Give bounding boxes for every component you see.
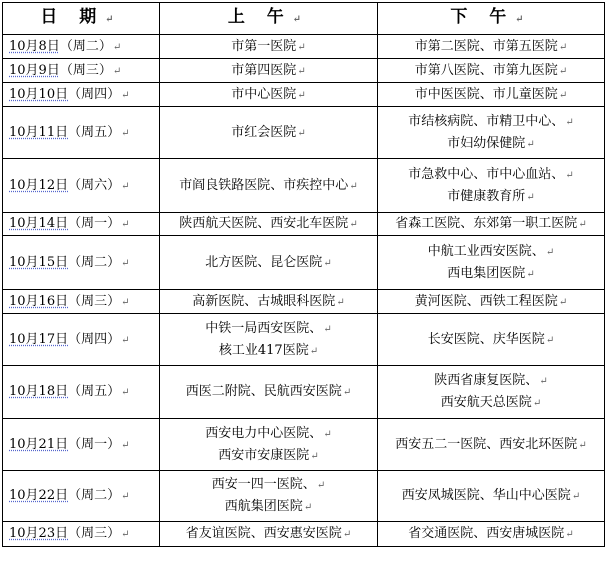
afternoon-line: 黄河医院、西铁工程医院↵ <box>414 293 568 309</box>
afternoon-cell <box>378 35 605 59</box>
date-text: 10月10日 <box>9 86 69 102</box>
morning-cell <box>160 471 378 522</box>
morning-cell <box>160 59 378 83</box>
schedule-row <box>3 159 605 213</box>
afternoon-line: 西电集团医院↵ <box>447 265 535 281</box>
morning-cell <box>160 366 378 419</box>
schedule-row <box>3 107 605 159</box>
morning-line: 省友谊医院、西安惠安医院↵ <box>185 526 352 541</box>
schedule-row <box>3 59 605 83</box>
weekday-text: （周二） <box>68 254 121 270</box>
morning-line: 西安电力中心医院、↵ <box>205 425 332 441</box>
morning-line: 西安市安康医院↵ <box>218 447 319 463</box>
afternoon-line: 市急救中心、市中心血站、↵ <box>408 166 574 182</box>
date-cell: 10月21日（周一）↵ <box>3 419 160 471</box>
date-cell: 10月14日（周一）↵ <box>3 213 160 236</box>
date-text: 10月22日 <box>9 488 69 503</box>
afternoon-line: 省交通医院、西安唐城医院↵ <box>408 526 574 541</box>
date-cell: 10月23日（周三）↵ <box>3 522 160 547</box>
schedule-body <box>3 35 605 547</box>
morning-cell <box>160 290 378 314</box>
weekday-text: （周四） <box>68 331 121 347</box>
date-text: 10月23日 <box>9 526 69 541</box>
afternoon-cell <box>378 83 605 107</box>
date-cell: 10月22日（周二）↵ <box>3 471 160 522</box>
morning-cell <box>160 159 378 213</box>
morning-line: 陕西航天医院、西安北车医院↵ <box>179 216 358 231</box>
weekday-text: （周一） <box>68 436 121 452</box>
schedule-table <box>2 2 605 547</box>
afternoon-line: 市妇幼保健院↵ <box>447 135 535 151</box>
morning-cell <box>160 419 378 471</box>
date-text: 10月12日 <box>9 177 69 193</box>
weekday-text: （周三） <box>68 526 121 541</box>
header-row <box>3 3 605 35</box>
afternoon-cell <box>378 522 605 547</box>
schedule-row <box>3 522 605 547</box>
weekday-text: （周五） <box>68 124 121 140</box>
schedule-row <box>3 314 605 366</box>
schedule-row <box>3 35 605 59</box>
date-cell: 10月9日（周三）↵ <box>3 59 160 83</box>
date-cell: 10月10日（周四）↵ <box>3 83 160 107</box>
weekday-text: （周六） <box>68 177 121 193</box>
afternoon-line: 陕西省康复医院、↵ <box>434 373 548 388</box>
morning-line: 中铁一局西安医院、↵ <box>205 320 332 336</box>
morning-line: 西医二附院、民航西安医院↵ <box>185 384 352 399</box>
morning-line: 西航集团医院↵ <box>224 499 313 514</box>
morning-cell <box>160 35 378 59</box>
morning-line: 市第一医院↵ <box>231 38 306 54</box>
morning-cell <box>160 107 378 159</box>
schedule-row <box>3 236 605 290</box>
morning-line: 西安一四一医院、↵ <box>211 477 326 492</box>
date-cell: 10月18日（周五）↵ <box>3 366 160 419</box>
weekday-text: （周二） <box>59 38 112 54</box>
afternoon-cell <box>378 471 605 522</box>
date-text: 10月11日 <box>9 124 69 140</box>
header-afternoon: 下 午↵ <box>378 3 605 35</box>
date-cell: 10月17日（周四）↵ <box>3 314 160 366</box>
date-cell: 10月16日（周三）↵ <box>3 290 160 314</box>
afternoon-line: 市第八医院、市第九医院↵ <box>414 62 568 78</box>
weekday-text: （周四） <box>68 86 121 102</box>
schedule-row <box>3 83 605 107</box>
weekday-text: （周三） <box>68 293 121 309</box>
afternoon-line: 市健康教育所↵ <box>447 188 535 204</box>
afternoon-cell <box>378 290 605 314</box>
afternoon-line: 西安凤城医院、华山中心医院↵ <box>401 488 581 503</box>
date-cell: 10月11日（周五）↵ <box>3 107 160 159</box>
afternoon-cell <box>378 366 605 419</box>
schedule-row <box>3 213 605 236</box>
afternoon-line: 省森工医院、东郊第一职工医院↵ <box>395 216 587 231</box>
date-text: 10月16日 <box>9 293 69 309</box>
afternoon-cell <box>378 314 605 366</box>
afternoon-cell <box>378 159 605 213</box>
weekday-text: （周五） <box>68 384 121 399</box>
morning-line: 市阎良铁路医院、市疾控中心↵ <box>179 177 358 193</box>
afternoon-cell <box>378 107 605 159</box>
date-text: 10月21日 <box>9 436 69 452</box>
morning-cell <box>160 83 378 107</box>
afternoon-line: 长安医院、庆华医院↵ <box>427 331 555 347</box>
schedule-sheet <box>2 2 605 547</box>
date-cell: 10月12日（周六）↵ <box>3 159 160 213</box>
schedule-row <box>3 471 605 522</box>
morning-line: 市第四医院↵ <box>231 62 306 78</box>
afternoon-cell <box>378 419 605 471</box>
schedule-row <box>3 419 605 471</box>
morning-cell <box>160 522 378 547</box>
afternoon-line: 市第二医院、市第五医院↵ <box>414 38 568 54</box>
schedule-row <box>3 366 605 419</box>
schedule-row <box>3 290 605 314</box>
date-text: 10月8日 <box>9 38 60 54</box>
morning-line: 核工业417医院↵ <box>218 342 319 358</box>
afternoon-line: 西安五二一医院、西安北环医院↵ <box>395 436 587 452</box>
date-cell: 10月15日（周二）↵ <box>3 236 160 290</box>
afternoon-line: 西安航天总医院↵ <box>440 395 542 410</box>
date-text: 10月17日 <box>9 331 69 347</box>
morning-cell <box>160 213 378 236</box>
weekday-text: （周三） <box>59 62 112 78</box>
weekday-text: （周一） <box>68 216 121 231</box>
header-date: 日 期↵ <box>3 3 160 35</box>
morning-line: 市红会医院↵ <box>231 124 306 140</box>
afternoon-cell <box>378 59 605 83</box>
afternoon-cell <box>378 213 605 236</box>
header-morning: 上 午↵ <box>160 3 378 35</box>
date-text: 10月15日 <box>9 254 69 270</box>
morning-cell <box>160 236 378 290</box>
morning-line: 高新医院、古城眼科医院↵ <box>192 293 345 309</box>
afternoon-line: 市结核病院、市精卫中心、↵ <box>408 113 574 129</box>
morning-line: 市中心医院↵ <box>231 86 306 102</box>
date-text: 10月18日 <box>9 384 69 399</box>
date-text: 10月14日 <box>9 216 69 231</box>
afternoon-line: 中航工业西安医院、↵ <box>427 243 555 259</box>
morning-line: 北方医院、昆仑医院↵ <box>205 254 332 270</box>
date-cell: 10月8日（周二）↵ <box>3 35 160 59</box>
weekday-text: （周二） <box>68 488 121 503</box>
afternoon-line: 市中医医院、市儿童医院↵ <box>414 86 568 102</box>
date-text: 10月9日 <box>9 62 60 78</box>
morning-cell <box>160 314 378 366</box>
afternoon-cell <box>378 236 605 290</box>
